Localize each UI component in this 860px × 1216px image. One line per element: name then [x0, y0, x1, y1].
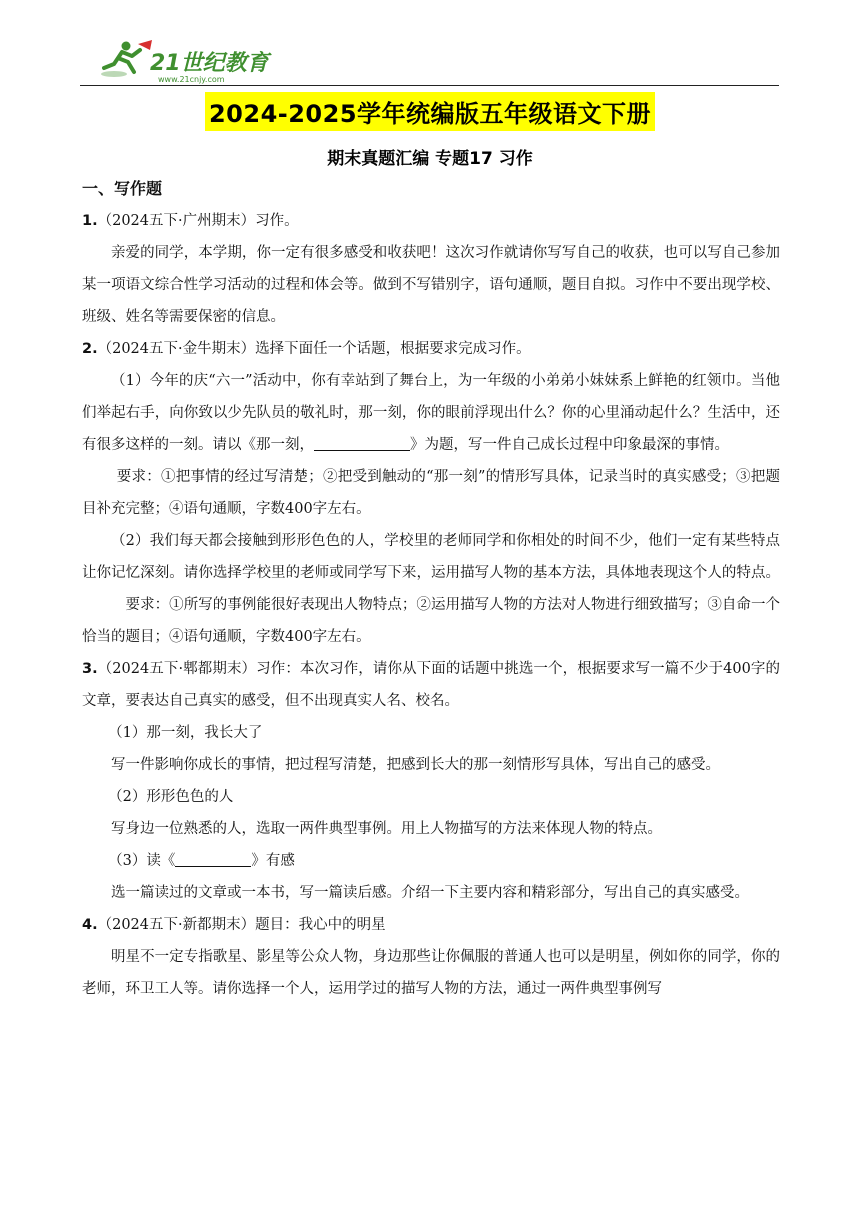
question-prompt: 习作：本次习作，请你从下面的话题中挑选一个，根据要求写一篇不少于400字的文章，要表达自己真实的感受，但不出现真实人名、校名。	[82, 661, 780, 709]
question-number: 1	[82, 213, 93, 229]
question-2: 2.（2024五下·金牛期末）选择下面任一个话题，根据要求完成习作。	[82, 341, 531, 357]
site-logo	[100, 38, 280, 84]
section-heading: 一、写作题	[82, 179, 163, 198]
question-1: 1.（2024五下·广州期末）习作。	[82, 213, 299, 229]
runner-logo-icon	[100, 38, 280, 84]
header-rule	[80, 85, 779, 86]
fill-in-blank	[175, 852, 251, 868]
question-prompt: 选择下面任一个话题，根据要求完成习作。	[255, 341, 531, 357]
question-prompt: 习作。	[255, 213, 299, 229]
topic-3-title: （3）读《 》有感	[108, 853, 295, 869]
document-title: 2024-2025学年统编版五年级语文下册	[205, 92, 655, 131]
question-number: 4	[82, 917, 93, 933]
question-number: 3	[82, 661, 93, 677]
topic-2-title: （2）形形色色的人	[108, 789, 234, 805]
document-body	[82, 176, 780, 1005]
logo-url: www.21cnjy.com	[158, 75, 225, 84]
topic-1-description: 写一件影响你成长的事情，把过程写清楚，把感到长大的那一刻情形写具体，写出自己的感受。	[111, 757, 720, 773]
question-source: （2024五下·新都期末）	[97, 917, 256, 933]
question-1-paragraph: 亲爱的同学，本学期，你一定有很多感受和收获吧！这次习作就请你写写自己的收获，也可以写自己参加某一项语文综合性学习活动的过程和体会等。做到不写错别字，语句通顺，题目自拟。习作中不要出现学校、班级、姓名等需要保密的信息。	[82, 245, 780, 325]
fill-in-blank	[314, 436, 410, 452]
logo-text: 21世纪教育	[150, 51, 269, 76]
topic-1-title: （1）那一刻，我长大了	[108, 725, 263, 741]
question-source: （2024五下·郫都期末）	[97, 661, 257, 677]
question-4-paragraph: 明星不一定专指歌星、影星等公众人物，身边那些让你佩服的普通人也可以是明星，例如你的同学，你的老师，环卫工人等。请你选择一个人，运用学过的描写人物的方法，通过一两件典型事例写	[82, 949, 780, 997]
question-prompt: 题目：我心中的明星	[255, 917, 386, 933]
question-2-option-1-requirements: 要求：①把事情的经过写清楚；②把受到触动的“那一刻”的情形写具体，记录当时的真实感受；③把题目补充完整；④语句通顺，字数400字左右。	[82, 469, 780, 517]
question-2-option-1: （1）今年的庆“六一”活动中，你有幸站到了舞台上，为一年级的小弟弟小妹妹系上鲜艳的红领巾。当他们举起右手，向你致以少先队员的敬礼时，那一刻，你的眼前浮现出什么？你的心里涌动起什么？生活中，还有很多这样的一刻。请以《那一刻， 》为题，写一件自己成长过程中印象最深的事情。	[82, 373, 780, 453]
question-3: 3.（2024五下·郫都期末）习作：本次习作，请你从下面的话题中挑选一个，根据要求写一篇不少于400字的文章，要表达自己真实的感受，但不出现真实人名、校名。	[82, 661, 780, 709]
topic-3-description: 选一篇读过的文章或一本书，写一篇读后感。介绍一下主要内容和精彩部分，写出自己的真实感受。	[111, 885, 749, 901]
question-source: （2024五下·广州期末）	[97, 213, 256, 229]
question-4: 4.（2024五下·新都期末）题目：我心中的明星	[82, 917, 386, 933]
question-2-option-2: （2）我们每天都会接触到形形色色的人，学校里的老师同学和你相处的时间不少，他们一定有某些特点让你记忆深刻。请你选择学校里的老师或同学写下来，运用描写人物的基本方法，具体地表现这个人的特点。要求：①所写的事例能很好表现出人物特点；②运用描写人物的方法对人物进行细致描写；③自命一个恰当的题目；④语句通顺，字数400字左右。	[82, 533, 780, 645]
topic-2-description: 写身边一位熟悉的人，选取一两件典型事例。用上人物描写的方法来体现人物的特点。	[111, 821, 662, 837]
document-subtitle: 期末真题汇编 专题17 习作	[327, 149, 533, 169]
question-number: 2	[82, 341, 93, 357]
question-source: （2024五下·金牛期末）	[97, 341, 256, 357]
